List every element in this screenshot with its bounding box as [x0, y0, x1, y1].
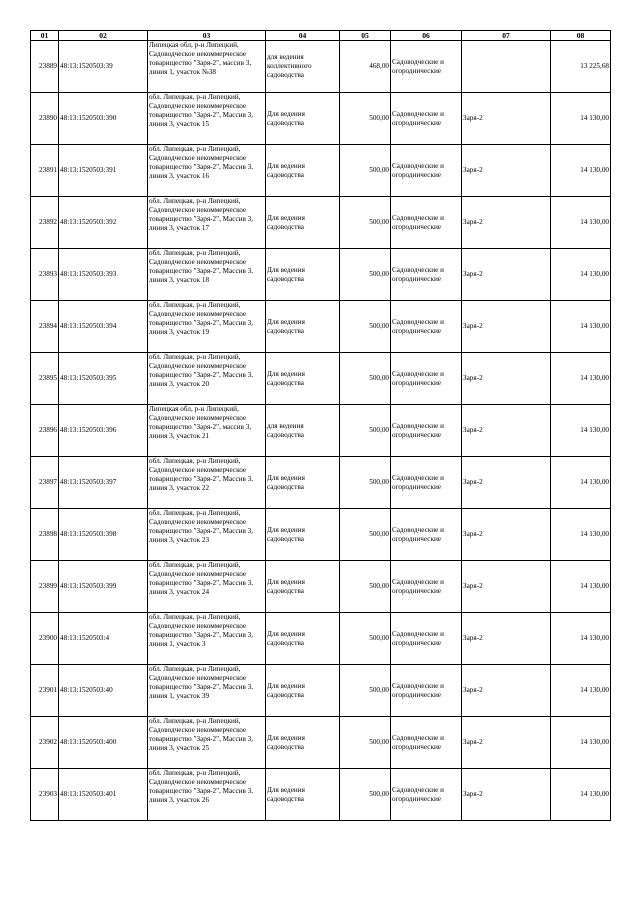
cell-name: Заря-2: [462, 145, 551, 197]
cell-address: [148, 41, 266, 93]
cell-area: 500,00: [340, 353, 391, 405]
cell-cadastral-number: 48:13:1520503:390: [59, 93, 148, 145]
cell-name: Заря-2: [462, 353, 551, 405]
table-row: [31, 41, 611, 93]
cell-address: [148, 717, 266, 769]
cell-category: Садоводческие и огороднические: [391, 561, 462, 613]
cell-permitted-use: Для ведения садоводства: [266, 769, 340, 821]
cell-address: [148, 405, 266, 457]
cell-address: [148, 457, 266, 509]
table-header-row: [31, 31, 611, 41]
cell-cadastral-number: 48:13:1520503:399: [59, 561, 148, 613]
cell-permitted-use: Для ведения садоводства: [266, 613, 340, 665]
cell-cadastral-value: 14 130,00: [551, 249, 611, 301]
cell-cadastral-value: 14 130,00: [551, 717, 611, 769]
cell-id: 23891: [31, 145, 59, 197]
cell-permitted-use: Для ведения садоводства: [266, 145, 340, 197]
cell-area: 500,00: [340, 301, 391, 353]
table-row: [31, 717, 611, 769]
cell-address: [148, 561, 266, 613]
document-page: [30, 30, 610, 821]
cell-address: [148, 197, 266, 249]
table-row: [31, 457, 611, 509]
cell-address: [148, 769, 266, 821]
address-text: обл. Липецкая, р-н Липецкий, Садоводческое некоммерческое товарищество "Заря-2", Массив 3, линия 3, участок 15: [149, 93, 254, 128]
header-col-03: 03: [148, 31, 266, 41]
cell-area: 500,00: [340, 93, 391, 145]
cell-permitted-use: Для ведения садоводства: [266, 561, 340, 613]
cell-category: Садоводческие и огороднические: [391, 93, 462, 145]
cell-cadastral-number: 48:13:1520503:40: [59, 665, 148, 717]
cell-id: 23897: [31, 457, 59, 509]
cell-cadastral-value: 14 130,00: [551, 509, 611, 561]
cell-category: Садоводческие и огороднические: [391, 769, 462, 821]
cell-category: Садоводческие и огороднические: [391, 145, 462, 197]
cell-cadastral-number: 48:13:1520503:398: [59, 509, 148, 561]
cell-category: Садоводческие и огороднические: [391, 405, 462, 457]
address-text: обл. Липецкая, р-н Липецкий, Садоводческое некоммерческое товарищество "Заря-2", Массив 3, линия 3, участок 26: [149, 769, 254, 804]
cell-name: [462, 41, 551, 93]
cell-cadastral-number: 48:13:1520503:39: [59, 41, 148, 93]
cell-permitted-use: Для ведения садоводства: [266, 197, 340, 249]
cell-area: 500,00: [340, 769, 391, 821]
cell-area: 500,00: [340, 561, 391, 613]
cell-cadastral-value: 14 130,00: [551, 301, 611, 353]
cell-address: [148, 665, 266, 717]
address-text: обл. Липецкая, р-н Липецкий, Садоводческое некоммерческое товарищество "Заря-2", Массив 3, линия 1, участок 39: [149, 665, 254, 700]
cell-cadastral-number: 48:13:1520503:401: [59, 769, 148, 821]
cell-area: 500,00: [340, 457, 391, 509]
address-text: обл. Липецкая, р-н Липецкий, Садоводческое некоммерческое товарищество "Заря-2", Массив 3, линия 3, участок 23: [149, 509, 254, 544]
table-row: [31, 301, 611, 353]
table-row: [31, 769, 611, 821]
table-row: [31, 197, 611, 249]
cell-id: 23894: [31, 301, 59, 353]
cell-cadastral-value: 14 130,00: [551, 457, 611, 509]
address-text: обл. Липецкая, р-н Липецкий, Садоводческое некоммерческое товарищество "Заря-2", Массив 3, линия 3, участок 22: [149, 457, 254, 492]
cell-cadastral-value: 14 130,00: [551, 353, 611, 405]
cell-id: 23902: [31, 717, 59, 769]
table-row: [31, 93, 611, 145]
cell-category: Садоводческие и огороднические: [391, 613, 462, 665]
cell-cadastral-value: 14 130,00: [551, 769, 611, 821]
cell-address: [148, 613, 266, 665]
cell-cadastral-value: 14 130,00: [551, 613, 611, 665]
cell-cadastral-value: 14 130,00: [551, 93, 611, 145]
cell-id: 23901: [31, 665, 59, 717]
cell-category: Садоводческие и огороднические: [391, 509, 462, 561]
address-text: обл. Липецкая, р-н Липецкий, Садоводческое некоммерческое товарищество "Заря-2", Массив 3, линия 3, участок 16: [149, 145, 254, 180]
header-col-01: 01: [31, 31, 59, 41]
header-col-05: 05: [340, 31, 391, 41]
table-row: [31, 405, 611, 457]
cell-area: 500,00: [340, 197, 391, 249]
cell-name: Заря-2: [462, 613, 551, 665]
cell-area: 500,00: [340, 249, 391, 301]
cell-category: Садоводческие и огороднические: [391, 353, 462, 405]
address-text: обл. Липецкая, р-н Липецкий, Садоводческое некоммерческое товарищество "Заря-2", Массив 3, линия 3, участок 17: [149, 197, 254, 232]
cell-permitted-use: Для ведения садоводства: [266, 353, 340, 405]
address-text: обл. Липецкая, р-н Липецкий, Садоводческое некоммерческое товарищество "Заря-2", Массив 3, линия 3, участок 25: [149, 717, 254, 752]
cell-address: [148, 509, 266, 561]
cell-category: Садоводческие и огороднические: [391, 665, 462, 717]
cell-id: 23899: [31, 561, 59, 613]
cell-permitted-use: для ведения садоводства: [266, 405, 340, 457]
cell-name: Заря-2: [462, 769, 551, 821]
cell-category: Садоводческие и огороднические: [391, 717, 462, 769]
cell-area: 500,00: [340, 145, 391, 197]
cell-id: 23892: [31, 197, 59, 249]
header-col-08: 08: [551, 31, 611, 41]
table-row: [31, 509, 611, 561]
cell-cadastral-value: 14 130,00: [551, 665, 611, 717]
cell-cadastral-number: 48:13:1520503:394: [59, 301, 148, 353]
cell-cadastral-number: 48:13:1520503:392: [59, 197, 148, 249]
cell-cadastral-number: 48:13:1520503:400: [59, 717, 148, 769]
cell-address: [148, 145, 266, 197]
cell-name: Заря-2: [462, 249, 551, 301]
table-row: [31, 561, 611, 613]
cell-cadastral-number: 48:13:1520503:391: [59, 145, 148, 197]
cell-address: [148, 353, 266, 405]
cell-category: Садоводческие и огороднические: [391, 41, 462, 93]
address-text: обл. Липецкая, р-н Липецкий, Садоводческое некоммерческое товарищество "Заря-2", Массив 3, линия 3, участок 18: [149, 249, 254, 284]
table-row: [31, 353, 611, 405]
address-text: обл. Липецкая, р-н Липецкий, Садоводческое некоммерческое товарищество "Заря-2", Массив 3, линия 3, участок 20: [149, 353, 254, 388]
cell-address: [148, 249, 266, 301]
cell-cadastral-number: 48:13:1520503:396: [59, 405, 148, 457]
cell-area: 468,00: [340, 41, 391, 93]
cell-id: 23900: [31, 613, 59, 665]
header-col-07: 07: [462, 31, 551, 41]
cell-permitted-use: Для ведения садоводства: [266, 93, 340, 145]
cell-cadastral-value: 14 130,00: [551, 145, 611, 197]
address-text: Липецкая обл, р-н Липецкий, Садоводческое некоммерческое товарищество "Заря-2", массив 3, линия 1, участок №38: [149, 41, 252, 76]
address-text: Липецкая обл, р-н Липецкий, Садоводческое некоммерческое товарищество "Заря-2", массив 3, линия 3, участок 21: [149, 405, 252, 440]
cell-name: Заря-2: [462, 93, 551, 145]
cell-name: Заря-2: [462, 561, 551, 613]
cell-category: Садоводческие и огороднические: [391, 197, 462, 249]
cell-area: 500,00: [340, 405, 391, 457]
cell-id: 23893: [31, 249, 59, 301]
cell-area: 500,00: [340, 509, 391, 561]
cell-permitted-use: для ведения коллективного садоводства: [266, 41, 340, 93]
cell-name: Заря-2: [462, 457, 551, 509]
cell-id: 23898: [31, 509, 59, 561]
cell-cadastral-number: 48:13:1520503:393: [59, 249, 148, 301]
cell-category: Садоводческие и огороднические: [391, 301, 462, 353]
cell-permitted-use: Для ведения садоводства: [266, 249, 340, 301]
table-row: [31, 665, 611, 717]
cell-permitted-use: Для ведения садоводства: [266, 301, 340, 353]
cell-name: Заря-2: [462, 509, 551, 561]
cell-name: Заря-2: [462, 301, 551, 353]
cell-id: 23890: [31, 93, 59, 145]
cell-id: 23896: [31, 405, 59, 457]
header-col-02: 02: [59, 31, 148, 41]
cell-id: 23895: [31, 353, 59, 405]
cell-cadastral-value: 14 130,00: [551, 405, 611, 457]
cell-area: 500,00: [340, 665, 391, 717]
cell-cadastral-number: 48:13:1520503:4: [59, 613, 148, 665]
header-col-06: 06: [391, 31, 462, 41]
cell-cadastral-value: 14 130,00: [551, 197, 611, 249]
cell-cadastral-number: 48:13:1520503:397: [59, 457, 148, 509]
cell-cadastral-value: 13 225,68: [551, 41, 611, 93]
cell-category: Садоводческие и огороднические: [391, 457, 462, 509]
cell-id: 23889: [31, 41, 59, 93]
cell-name: Заря-2: [462, 665, 551, 717]
cell-permitted-use: Для ведения садоводства: [266, 457, 340, 509]
cell-id: 23903: [31, 769, 59, 821]
cell-address: [148, 301, 266, 353]
table-row: [31, 145, 611, 197]
cell-permitted-use: Для ведения садоводства: [266, 717, 340, 769]
cell-name: Заря-2: [462, 405, 551, 457]
address-text: обл. Липецкая, р-н Липецкий, Садоводческое некоммерческое товарищество "Заря-2", Массив 3, линия 3, участок 24: [149, 561, 254, 596]
cell-area: 500,00: [340, 717, 391, 769]
table-row: [31, 613, 611, 665]
cell-name: Заря-2: [462, 197, 551, 249]
cell-address: [148, 93, 266, 145]
cell-cadastral-number: 48:13:1520503:395: [59, 353, 148, 405]
cell-category: Садоводческие и огороднические: [391, 249, 462, 301]
cell-permitted-use: Для ведения садоводства: [266, 665, 340, 717]
cell-permitted-use: Для ведения садоводства: [266, 509, 340, 561]
cell-area: 500,00: [340, 613, 391, 665]
cadastral-table: [30, 30, 611, 821]
cell-cadastral-value: 14 130,00: [551, 561, 611, 613]
header-col-04: 04: [266, 31, 340, 41]
table-row: [31, 249, 611, 301]
cell-name: Заря-2: [462, 717, 551, 769]
address-text: обл. Липецкая, р-н Липецкий, Садоводческое некоммерческое товарищество "Заря-2", Массив 3, линия 3, участок 19: [149, 301, 254, 336]
address-text: обл. Липецкая, р-н Липецкий, Садоводческое некоммерческое товарищество "Заря-2", Массив 3, линия 1, участок 3: [149, 613, 254, 648]
